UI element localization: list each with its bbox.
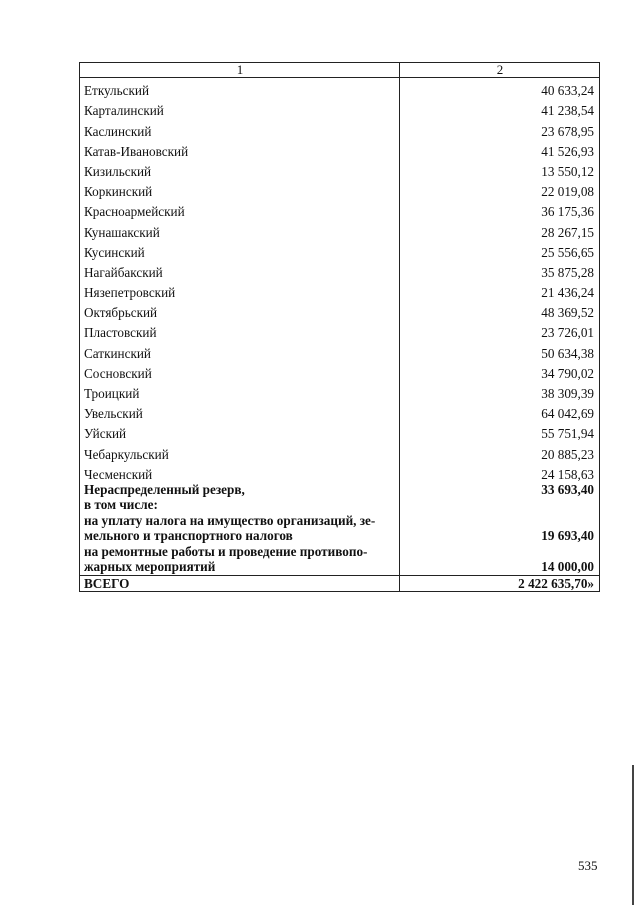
reserve-cell (80, 482, 400, 576)
district-name: Каслинский (80, 118, 400, 138)
reserve-item1-line2: мельного и транспортного налогов (84, 528, 293, 544)
total-value: 2 422 635,70» (400, 575, 600, 591)
table-row (80, 421, 600, 441)
district-name: Увельский (80, 401, 400, 421)
table-row (80, 381, 600, 401)
district-value: 20 885,23 (400, 441, 600, 461)
table-row (80, 320, 600, 340)
budget-table (79, 62, 600, 592)
reserve-item2-line1: на ремонтные работы и проведение противопо- (84, 543, 368, 559)
district-value: 24 158,63 (400, 462, 600, 482)
district-name: Кизильский (80, 159, 400, 179)
district-value: 21 436,24 (400, 280, 600, 300)
reserve-item1-value: 19 693,40 (541, 528, 594, 544)
district-value: 40 633,24 (400, 78, 600, 99)
header-col-1: 1 (80, 63, 400, 78)
table-row (80, 78, 600, 99)
district-name: Чесменский (80, 462, 400, 482)
district-name: Нязепетровский (80, 280, 400, 300)
table-row (80, 98, 600, 118)
spacer (404, 497, 594, 528)
reserve-item1-line1: на уплату налога на имущество организаций, зе- (84, 512, 376, 528)
district-value: 13 550,12 (400, 159, 600, 179)
district-value: 64 042,69 (400, 401, 600, 421)
reserve-including-label: в том числе: (84, 497, 158, 513)
table-row (80, 361, 600, 381)
reserve-value: 33 693,40 (541, 481, 594, 497)
district-value: 36 175,36 (400, 199, 600, 219)
page-number: 535 (578, 858, 598, 873)
district-name: Троицкий (80, 381, 400, 401)
table-row (80, 441, 600, 461)
district-value: 28 267,15 (400, 219, 600, 239)
table-row (80, 462, 600, 482)
reserve-row (80, 482, 600, 576)
table-row (80, 118, 600, 138)
district-value: 50 634,38 (400, 340, 600, 360)
total-row (80, 575, 600, 591)
table-row (80, 340, 600, 360)
district-name: Сосновский (80, 361, 400, 381)
reserve-values-cell (400, 482, 600, 576)
district-value: 23 678,95 (400, 118, 600, 138)
district-name: Пластовский (80, 320, 400, 340)
district-value: 38 309,39 (400, 381, 600, 401)
district-value: 34 790,02 (400, 361, 600, 381)
district-name: Уйский (80, 421, 400, 441)
district-name: Кусинский (80, 240, 400, 260)
table-row (80, 300, 600, 320)
table-row (80, 199, 600, 219)
district-value: 25 556,65 (400, 240, 600, 260)
district-value: 55 751,94 (400, 421, 600, 441)
district-name: Красноармейский (80, 199, 400, 219)
district-name: Нагайбакский (80, 260, 400, 280)
district-name: Карталинский (80, 98, 400, 118)
scan-edge-line (632, 765, 634, 905)
reserve-label: Нераспределенный резерв, (84, 481, 245, 497)
reserve-item2-value: 14 000,00 (541, 559, 594, 575)
district-value: 35 875,28 (400, 260, 600, 280)
district-name: Саткинский (80, 340, 400, 360)
table-row (80, 240, 600, 260)
district-name: Еткульский (80, 78, 400, 99)
table-row (80, 260, 600, 280)
table-row (80, 280, 600, 300)
district-name: Коркинский (80, 179, 400, 199)
district-value: 22 019,08 (400, 179, 600, 199)
spacer (404, 544, 594, 560)
table-row (80, 139, 600, 159)
table-row (80, 179, 600, 199)
district-value: 41 526,93 (400, 139, 600, 159)
district-name: Кунашакский (80, 219, 400, 239)
district-name: Октябрьский (80, 300, 400, 320)
district-name: Чебаркульский (80, 441, 400, 461)
reserve-item2-line2: жарных мероприятий (84, 559, 216, 575)
district-value: 23 726,01 (400, 320, 600, 340)
total-label: ВСЕГО (80, 575, 400, 591)
district-value: 48 369,52 (400, 300, 600, 320)
header-col-2: 2 (400, 63, 600, 78)
district-value: 41 238,54 (400, 98, 600, 118)
table-row (80, 219, 600, 239)
table-header-row (80, 63, 600, 78)
table-row (80, 401, 600, 421)
table-row (80, 159, 600, 179)
district-name: Катав-Ивановский (80, 139, 400, 159)
